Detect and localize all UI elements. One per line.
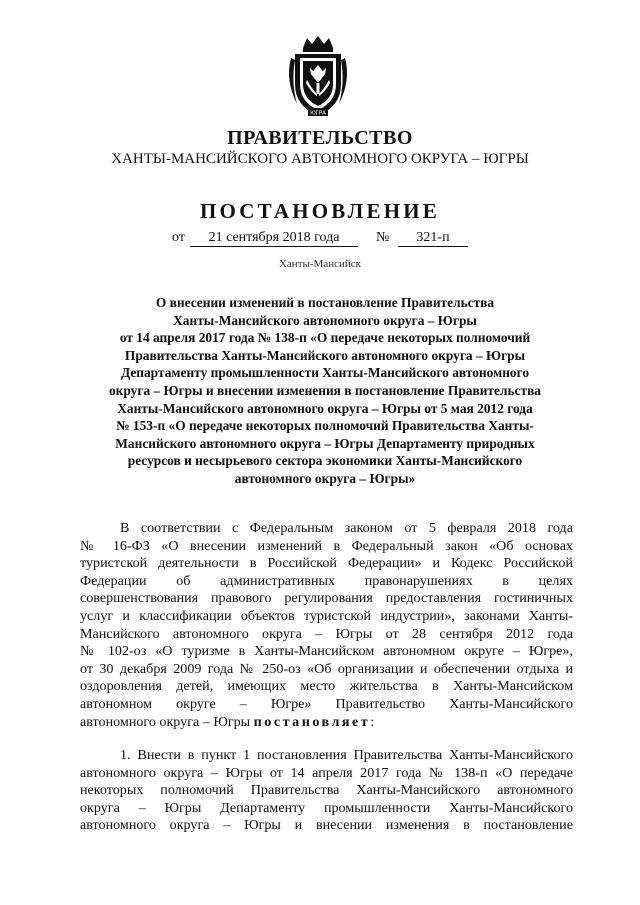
text-line: округа – Югры Департаменту промышленности Ханты-Мансийского bbox=[80, 799, 573, 816]
heading-line: № 153-п «О передаче некоторых полномочий Правительства Ханты- bbox=[116, 418, 534, 434]
city: Ханты-Мансийск bbox=[278, 258, 361, 270]
government-subtitle: ХАНТЫ-МАНСИЙСКОГО АВТОНОМНОГО ОКРУГА – ЮГРЫ bbox=[111, 151, 529, 167]
heading-line: Ханты-Мансийского автономного округа – Югры bbox=[173, 312, 477, 328]
text-line: автономного округа – Югры от 14 апреля 2017 года № 138-п «О передаче bbox=[80, 764, 573, 781]
text-line: услуг и классификации объектов туристской индустрии», законами Ханты- bbox=[80, 607, 573, 624]
text-line: совершенствования правового регулирования предоставления гостиничных bbox=[80, 590, 573, 607]
text-fragment: : bbox=[370, 713, 375, 730]
text-line: некоторых полномочий Правительства Ханты-Мансийского автономного bbox=[80, 782, 573, 799]
text-line: Мансийского автономного округа – Югры от 28 сентября 2012 года bbox=[80, 625, 573, 642]
heading-line: Департаменту промышленности Ханты-Мансийского автономного bbox=[120, 365, 530, 381]
document-number: 321-п bbox=[398, 229, 468, 247]
document-type: ПОСТАНОВЛЕНИЕ bbox=[199, 199, 441, 223]
date-number-line bbox=[172, 229, 468, 247]
heading-line: автономного округа – Югры» bbox=[234, 470, 416, 486]
decree-keyword: постановляет bbox=[253, 713, 371, 730]
text-line: от 30 декабря 2009 года № 250-оз «Об организации и обеспечении отдыха и bbox=[80, 660, 573, 677]
text-line bbox=[80, 714, 573, 732]
document-date: 21 сентября 2018 года bbox=[190, 229, 358, 247]
text-line: автономного округа – Югры и внесении изменения в постановление bbox=[80, 817, 573, 834]
text-line: Федерации об административных правонарушениях в целях bbox=[80, 572, 573, 589]
heading-line: Мансийского автономного округа – Югры Департаменту природных bbox=[115, 435, 535, 451]
number-prefix: № bbox=[376, 230, 390, 245]
heading-line: Правительства Ханты-Мансийского автономного округа – Югры bbox=[124, 347, 526, 363]
text-line: 1. Внести в пункт 1 постановления Правительства Ханты-Мансийского bbox=[120, 747, 573, 763]
text-line: № 102-оз «О туризме в Ханты-Мансийском автономном округе – Югре», bbox=[80, 643, 573, 660]
text-fragment: автономного округа – Югры bbox=[80, 713, 254, 730]
document-heading bbox=[90, 294, 560, 488]
heading-line: округа – Югры и внесении изменения в постановление Правительства bbox=[108, 382, 541, 398]
heading-line: Ханты-Мансийского автономного округа – Югры от 5 мая 2012 года bbox=[117, 400, 533, 416]
emblem-caption: ЮГРА bbox=[310, 110, 326, 117]
text-line: № 16-ФЗ «О внесении изменений в Федеральный закон «Об основах bbox=[80, 537, 573, 554]
heading-line: от 14 апреля 2017 года № 138-п «О передаче некоторых полномочий bbox=[119, 330, 531, 346]
text-line: туристской деятельности в Российской Федерации» и Кодекс Российской bbox=[80, 555, 573, 572]
date-prefix: от bbox=[172, 230, 185, 245]
preamble-paragraph bbox=[80, 520, 573, 731]
text-line: автономном округе – Югре» Правительство Ханты-Мансийского bbox=[80, 695, 573, 712]
heading-line: О внесении изменений в постановление Правительства bbox=[155, 295, 495, 310]
text-line: оздоровления детей, имеющих место жительства в Ханты-Мансийском bbox=[80, 678, 573, 695]
heading-line: ресурсов и несырьевого сектора экономики Ханты-Мансийского bbox=[127, 453, 523, 469]
clause-1-paragraph bbox=[80, 747, 573, 835]
text-line: В соответствии с Федеральным законом от 5 февраля 2018 года bbox=[120, 520, 573, 536]
government-title: ПРАВИТЕЛЬСТВО bbox=[227, 127, 413, 149]
coat-of-arms-icon bbox=[281, 34, 355, 120]
